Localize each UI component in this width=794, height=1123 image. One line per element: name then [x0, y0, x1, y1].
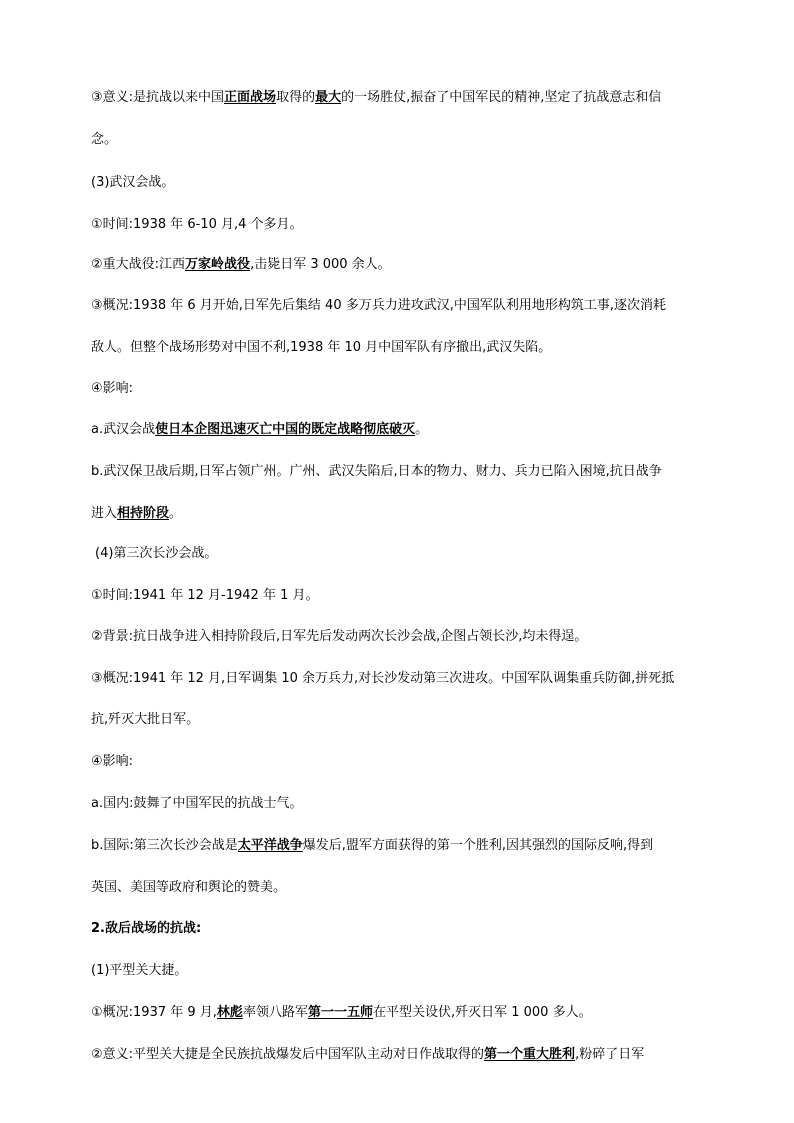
text-run: a.国内:鼓舞了中国军民的抗战士气。: [91, 796, 303, 811]
text-run: 进入: [91, 506, 118, 521]
text-line: [91, 962, 187, 980]
emphasized-term: 最大: [315, 90, 342, 105]
text-run: ③概况:1938 年 6 月开始,日军先后集结 40 多万兵力进攻武汉,中国军队利用地形构筑工事,逐次消耗: [91, 298, 666, 313]
text-run: 的一场胜仗,振奋了中国军民的精神,坚定了抗战意志和信: [341, 90, 662, 105]
text-run: a.武汉会战: [91, 422, 156, 437]
text-run: 率领八路军: [242, 1005, 308, 1020]
text-run: 念。: [91, 132, 118, 147]
text-line: [91, 505, 182, 523]
text-run: ,粉碎了日军: [575, 1047, 645, 1062]
text-run: ①时间:1938 年 6-10 月,4 个多月。: [91, 217, 303, 232]
text-line: [91, 670, 674, 688]
text-run: ①时间:1941 年 12 月-1942 年 1 月。: [91, 588, 319, 603]
text-run: ③概况:1941 年 12 月,日军调集 10 余万兵力,对长沙发动第三次进攻。中国军队调集重兵防御,拼死抵: [91, 671, 675, 686]
text-line: [91, 216, 303, 234]
text-run: ④影响:: [91, 754, 134, 769]
emphasized-term: 正面战场: [224, 90, 277, 105]
text-line: [91, 131, 117, 149]
text-run: b.武汉保卫战后期,日军占领广州。广州、武汉失陷后,日本的物力、财力、兵力已陷入困境,抗日战争: [91, 464, 662, 479]
text-run: ,击毙日军 3 000 余人。: [250, 257, 391, 272]
text-run: 取得的: [276, 90, 316, 105]
emphasized-term: 相持阶段: [117, 506, 170, 521]
text-run: 敌人。但整个战场形势对中国不利,1938 年 10 月中国军队有序撤出,武汉失陷。: [91, 340, 552, 355]
section-heading: [91, 920, 201, 938]
text-line: [91, 174, 174, 192]
text-run: 。: [169, 506, 183, 521]
text-line: [91, 711, 199, 729]
text-line: [91, 89, 661, 107]
text-run: (1)平型关大捷。: [91, 963, 188, 978]
text-run: (3)武汉会战。: [91, 175, 175, 190]
emphasized-term: 万家岭战役: [185, 257, 251, 272]
text-run: ②重大战役:江西: [91, 257, 186, 272]
text-line: [95, 545, 217, 563]
text-run: 抗,歼灭大批日军。: [91, 712, 200, 727]
text-run: 2.敌后战场的抗战:: [91, 921, 202, 936]
text-run: ②意义:平型关大捷是全民族抗战爆发后中国军队主动对日作战取得的: [91, 1047, 485, 1062]
text-run: 英国、美国等政府和舆论的赞美。: [91, 880, 287, 895]
text-run: ①概况:1937 年 9 月,: [91, 1005, 217, 1020]
emphasized-term: 太平洋战争: [237, 838, 303, 853]
emphasized-term: 林彪: [216, 1005, 243, 1020]
text-run: ④影响:: [91, 381, 134, 396]
text-run: b.国际:第三次长沙会战是: [91, 838, 238, 853]
text-line: [91, 421, 428, 439]
text-run: 。: [415, 422, 429, 437]
text-run: (4)第三次长沙会战。: [95, 546, 218, 561]
text-line: [91, 339, 551, 357]
text-line: [91, 879, 286, 897]
text-line: [91, 297, 666, 315]
text-line: [91, 1004, 592, 1022]
text-line: [91, 256, 391, 274]
emphasized-term: 第一一五师: [307, 1005, 373, 1020]
text-line: [91, 795, 302, 813]
text-run: ②背景:抗日战争进入相持阶段后,日军先后发动两次长沙会战,企图占领长沙,均未得逞。: [91, 629, 588, 644]
text-line: [91, 380, 133, 398]
text-run: 在平型关设伏,歼灭日军 1 000 多人。: [372, 1005, 592, 1020]
text-line: [91, 1046, 644, 1064]
emphasized-term: 第一个重大胜利: [484, 1047, 576, 1062]
text-line: [91, 753, 133, 771]
text-line: [91, 837, 653, 855]
text-line: [91, 628, 587, 646]
text-line: [91, 587, 319, 605]
emphasized-term: 使日本企图迅速灭亡中国的既定战略彻底破灭: [155, 422, 416, 437]
text-line: [91, 463, 662, 481]
text-run: 爆发后,盟军方面获得的第一个胜利,因其强烈的国际反响,得到: [302, 838, 654, 853]
text-run: ③意义:是抗战以来中国: [91, 90, 225, 105]
